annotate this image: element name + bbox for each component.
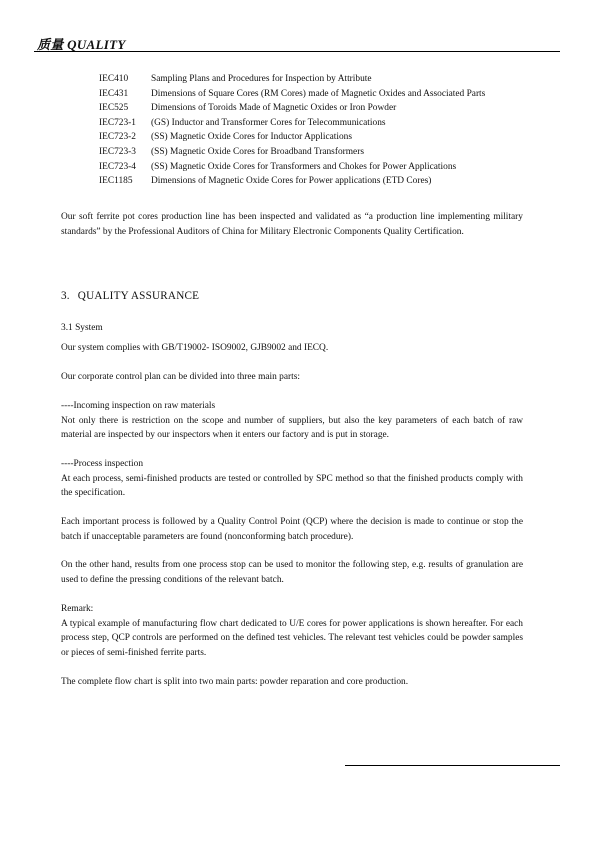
remark-body: A typical example of manufacturing flow chart dedicated to U/E cores for power applications is shown hereafter. For each process step, QCP controls are performed on the defined test vehicles. The relevant test vehicles could be powder samples or pieces of semi-finished ferrite parts. [61,618,523,658]
page-header-title: 质量 QUALITY [37,37,126,52]
incoming-inspection-heading: ----Incoming inspection on raw materials [61,401,216,411]
flowchart-paragraph: The complete flow chart is split into two main parts: powder reparation and core production. [61,677,409,687]
standard-code: IEC431 [99,88,129,99]
standard-item [99,174,523,189]
standard-code: IEC723-1 [99,117,136,128]
section-heading [61,290,199,302]
standard-code: IEC723-2 [99,132,136,143]
standard-item [99,145,523,160]
standard-item [99,160,523,175]
header-divider [34,51,560,52]
standard-description: (SS) Magnetic Oxide Cores for Inductor Applications [151,132,353,143]
standard-description: Dimensions of Square Cores (RM Cores) made of Magnetic Oxides and Associated Parts [151,88,486,99]
section-number: 3. [61,290,70,302]
standard-description: (GS) Inductor and Transformer Cores for Telecommunications [151,117,386,128]
standard-description: (SS) Magnetic Oxide Cores for Broadband Transformers [151,146,364,157]
standard-description: (SS) Magnetic Oxide Cores for Transformers and Chokes for Power Applications [151,161,457,172]
standard-description: Dimensions of Magnetic Oxide Cores for Power applications (ETD Cores) [151,176,432,187]
remark-heading: Remark: [61,604,94,614]
standard-item [99,116,523,131]
incoming-inspection-body: Not only there is restriction on the scope and number of suppliers, but also the key parameters of each batch of raw material are inspected by our inspectors when it enters our factory and is put in storage. [61,415,523,441]
system-paragraph: Our system complies with GB/T19002- ISO9002, GJB9002 and IECQ. [61,343,329,353]
section-title: QUALITY ASSURANCE [77,290,200,302]
qcp-paragraph: Each important process is followed by a Quality Control Point (QCP) where the decision is made to continue or stop the batch if unacceptable parameters are found (nonconforming batch procedure). [61,517,523,542]
process-inspection-body: At each process, semi-finished products are tested or controlled by SPC method so that the finished products comply with the specification. [61,473,523,499]
standard-description: Sampling Plans and Procedures for Inspection by Attribute [151,74,372,84]
standard-code: IEC410 [99,74,129,84]
standard-code: IEC723-3 [99,146,136,157]
standard-code: IEC525 [99,103,129,114]
standards-list [99,72,523,189]
standard-item [99,130,523,145]
monitor-paragraph: On the other hand, results from one process stop can be used to monitor the following step, e.g. results of granulation are used to define the pressing conditions of the relevant batch. [61,560,523,585]
standard-description: Dimensions of Toroids Made of Magnetic Oxides or Iron Powder [151,103,397,114]
standard-item [99,101,523,116]
subsection-heading: 3.1 System [61,323,103,333]
standard-code: IEC723-4 [99,161,136,172]
process-inspection-heading: ----Process inspection [61,459,144,469]
standard-code: IEC1185 [99,176,133,187]
standard-item [99,87,523,102]
standard-item [99,72,523,87]
certification-paragraph: Our soft ferrite pot cores production line has been inspected and validated as “a production line implementing military standards” by the Professional Auditors of China for Military Electronic Components Quality Certification. [61,212,523,237]
footer-divider [345,765,560,766]
control-plan-paragraph: Our corporate control plan can be divided into three main parts: [61,372,300,382]
